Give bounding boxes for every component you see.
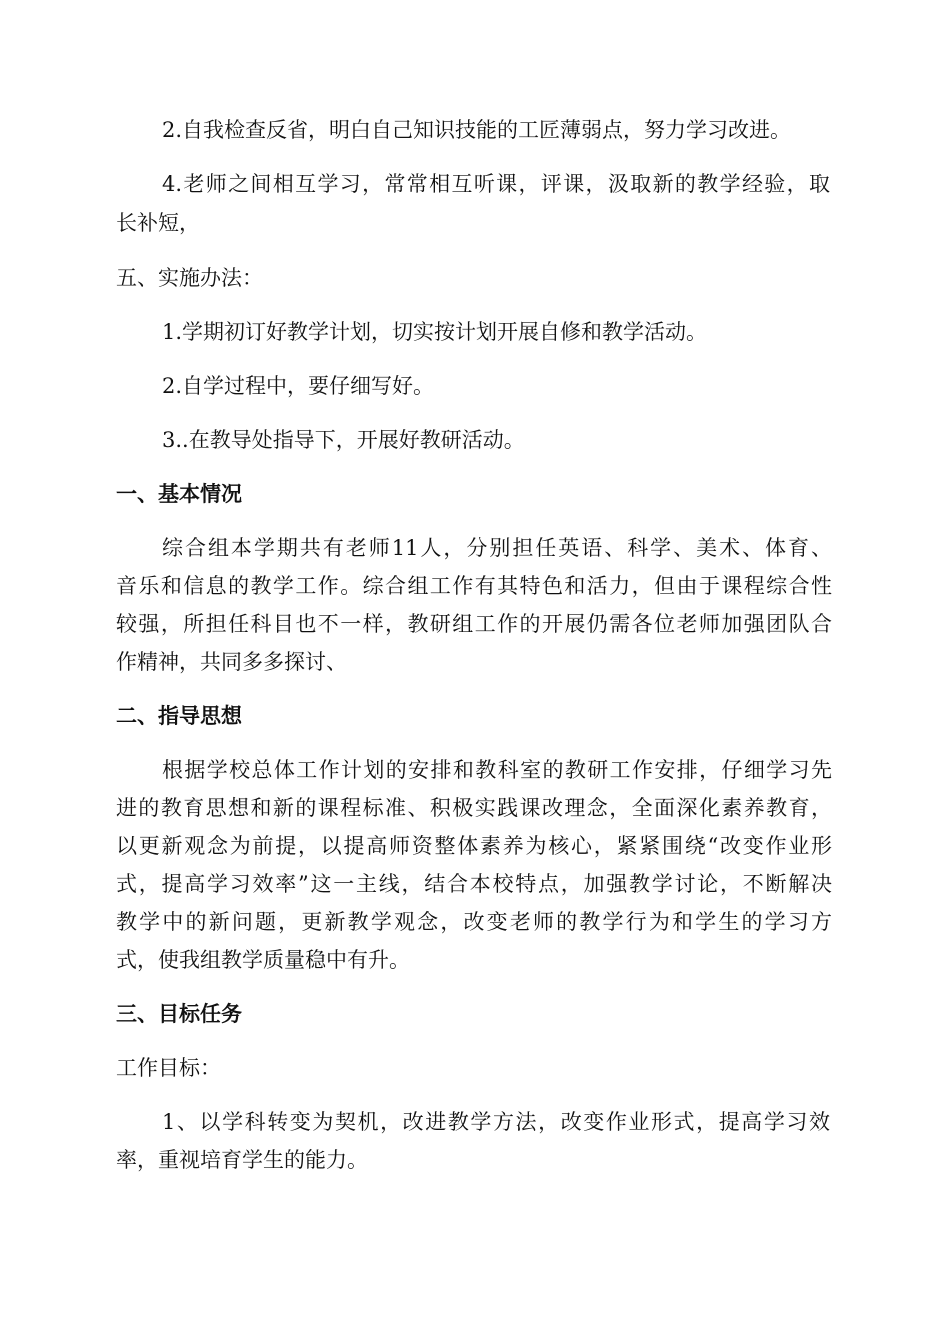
paragraph-line: 2.自学过程中，要仔细写好。: [162, 374, 435, 398]
paragraph-line: 4.老师之间相互学习，常常相互听课，评课，汲取新的教学经验，取: [162, 172, 830, 196]
paragraph-line: 3..在教导处指导下，开展好教研活动。: [162, 428, 525, 452]
paragraph-line: 式，提高学习效率”这一主线，结合本校特点，加强教学讨论，不断解决: [116, 872, 832, 896]
paragraph-line: 1.学期初订好教学计划，切实按计划开展自修和教学活动。: [162, 320, 708, 344]
section-heading: 一、基本情况: [116, 482, 242, 506]
paragraph-line: 长补短，: [116, 211, 200, 235]
paragraph-line: 综合组本学期共有老师11人，分别担任英语、科学、美术、体育、: [162, 536, 832, 560]
paragraph-line: 教学中的新问题，更新教学观念，改变老师的教学行为和学生的学习方: [116, 910, 832, 934]
paragraph-line: 2.自我检查反省，明白自己知识技能的工匠薄弱点，努力学习改进。: [162, 118, 792, 142]
paragraph-line: 进的教育思想和新的课程标准、积极实践课改理念，全面深化素养教育，: [116, 796, 832, 820]
paragraph-line: 以更新观念为前提，以提高师资整体素养为核心，紧紧围绕“改变作业形: [116, 834, 832, 858]
section-heading: 三、目标任务: [116, 1002, 242, 1026]
paragraph-line: 作精神，共同多多探讨、: [116, 650, 347, 674]
paragraph-line: 根据学校总体工作计划的安排和教科室的教研工作安排，仔细学习先: [162, 758, 832, 782]
section-label: 五、实施办法：: [116, 266, 263, 290]
paragraph-line: 1、以学科转变为契机，改进教学方法，改变作业形式，提高学习效: [162, 1110, 830, 1134]
section-heading: 二、指导思想: [116, 704, 242, 728]
paragraph-line: 音乐和信息的教学工作。综合组工作有其特色和活力，但由于课程综合性: [116, 574, 832, 598]
paragraph-line: 率，重视培育学生的能力。: [116, 1148, 368, 1172]
paragraph-line: 较强，所担任科目也不一样，教研组工作的开展仍需各位老师加强团队合: [116, 612, 832, 636]
section-label: 工作目标：: [116, 1056, 221, 1080]
paragraph-line: 式，使我组教学质量稳中有升。: [116, 948, 410, 972]
